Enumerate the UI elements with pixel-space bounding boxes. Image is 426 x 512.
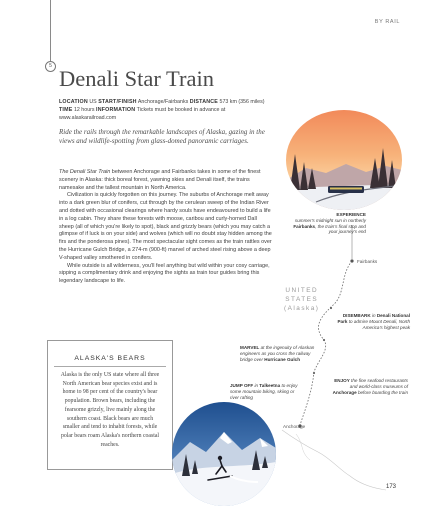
fairbanks-dot xyxy=(350,259,353,262)
skier-photo xyxy=(172,402,276,506)
marvel-place: Hurricane Gulch xyxy=(264,356,301,362)
enjoy-text: the fine seafood restaurants and world-class museums of xyxy=(349,378,408,389)
information-value: Tickets must be booked in advance at www.alaskarailroad.com xyxy=(59,107,226,121)
caption-marvel xyxy=(240,345,324,362)
country-label xyxy=(284,286,319,313)
time-label: TIME xyxy=(59,107,73,113)
coastline-inlet xyxy=(296,434,310,460)
location-label: LOCATION xyxy=(59,99,88,105)
jump-place: Talkeetna xyxy=(259,383,281,388)
marvel-text: at the ingenuity of Alaskan engineers as you cross the railway bridge over xyxy=(240,345,315,362)
body-title-italic: The Denali Star Train xyxy=(59,169,111,175)
stop-dot-talkeetna xyxy=(313,372,315,374)
jump-pre: in xyxy=(254,383,259,388)
caption-disembark xyxy=(332,313,410,330)
train-illustration xyxy=(286,110,402,210)
coastline xyxy=(282,430,386,490)
information-label: INFORMATION xyxy=(96,107,136,113)
caption-enjoy xyxy=(332,378,408,395)
start-label: START/FINISH xyxy=(98,99,137,105)
time-value: 12 hours xyxy=(73,107,95,113)
enjoy-head: ENJOY xyxy=(334,378,350,383)
skier-illustration xyxy=(172,402,276,506)
experience-head: EXPERIENCE xyxy=(336,212,366,217)
enjoy-place: Anchorage xyxy=(332,389,357,395)
experience-place: Fairbanks xyxy=(293,223,316,229)
jump-head: JUMP OFF xyxy=(230,383,254,388)
distance-label: DISTANCE xyxy=(189,99,219,105)
stop-dot-denali xyxy=(330,307,332,309)
marvel-head: MARVEL xyxy=(240,345,260,350)
start-value: Anchorage/Fairbanks xyxy=(137,99,189,105)
country-label-line3: (Alaska) xyxy=(284,305,320,312)
bears-title: ALASKA'S BEARS xyxy=(74,355,146,362)
caption-jump-off xyxy=(230,383,302,400)
experience-text: summer's midnight sun in northerly xyxy=(294,217,366,223)
disembark-place: Denali National Park xyxy=(337,313,410,324)
fairbanks-label: Fairbanks xyxy=(357,259,378,264)
distance-value: 573 km (356 miles) xyxy=(219,99,265,105)
body-paragraph-2: Civilization is quickly forgotten on this journey. The suburbs of Anchorage melt away into a dark green blur of conifers, cut through by the cerulean sweep of the Indian River and dotted with occasional clearings where hardy souls have endeavoured to build a life in a log cabin. They share these forests with moose, caribou and curly-horned Dall sheep (all of which you're likely to spot), black and grizzly bears (which you may catch a glimpse of if luck is on your side) and wolves (which will no doubt stay hidden among the firs and the ponderosa pines). The most spectacular sight comes as the train rattles over the Hurricane Gulch Bridge, a 274-m (900-ft) marvel of arched steel rising above a deep V-shaped valley smothered in conifers. xyxy=(59,192,272,261)
intro-text: Ride the rails through the remarkable landscapes of Alaska, gazing in the views and wildlife-spotting from glass-domed panoramic carriages. xyxy=(59,128,265,145)
caption-experience xyxy=(286,212,366,235)
jump-text: to enjoy some mountain biking, skiing or river rafting xyxy=(230,383,298,400)
body-paragraph-1-text: between Anchorage and Fairbanks takes in some of the finest scenery in Alaska: thick boreal forest, yawning skies and Denali itself, the trains namesake and the tallest mountain in North America. xyxy=(59,169,261,191)
anchorage-label: Anchorage xyxy=(283,424,306,429)
bears-text: Alaska is the only US state where all three North American bear species exist and is home to 98 per cent of the country's bear population. Brown bears, including the fearsome grizzly, live mainly along the southern coast. Black bears are much smaller and tend to inhabit forests, while polar bears roam Alaska's northern coastal reaches. xyxy=(60,372,160,448)
stop-dot-hurricane xyxy=(323,339,325,341)
disembark-pre: in xyxy=(371,313,376,318)
page-number: 173 xyxy=(386,484,397,490)
disembark-head: DISEMBARK xyxy=(342,313,371,318)
country-label-line2: STATES xyxy=(285,296,319,303)
enjoy-tail: before boarding the train xyxy=(357,389,408,395)
location-value: US xyxy=(89,99,97,105)
country-label-line1: UNITED xyxy=(285,287,319,294)
train-photo xyxy=(286,110,402,210)
experience-tail: , the train's final stop and your journey's end xyxy=(315,223,366,235)
disembark-text: to admire Mount Denali, North America's highest peak xyxy=(348,318,410,330)
entry-number: 5 xyxy=(45,61,56,72)
section-tag: BY RAIL xyxy=(374,19,400,25)
page-title: Denali Star Train xyxy=(59,66,214,91)
body-paragraph-3: While outside is all wilderness, you'll feel anything but wild within your cosy carriage, sipping a complimentary drink and enjoying the sights as train tour guides bring this legendary landscape to life. xyxy=(59,262,270,285)
